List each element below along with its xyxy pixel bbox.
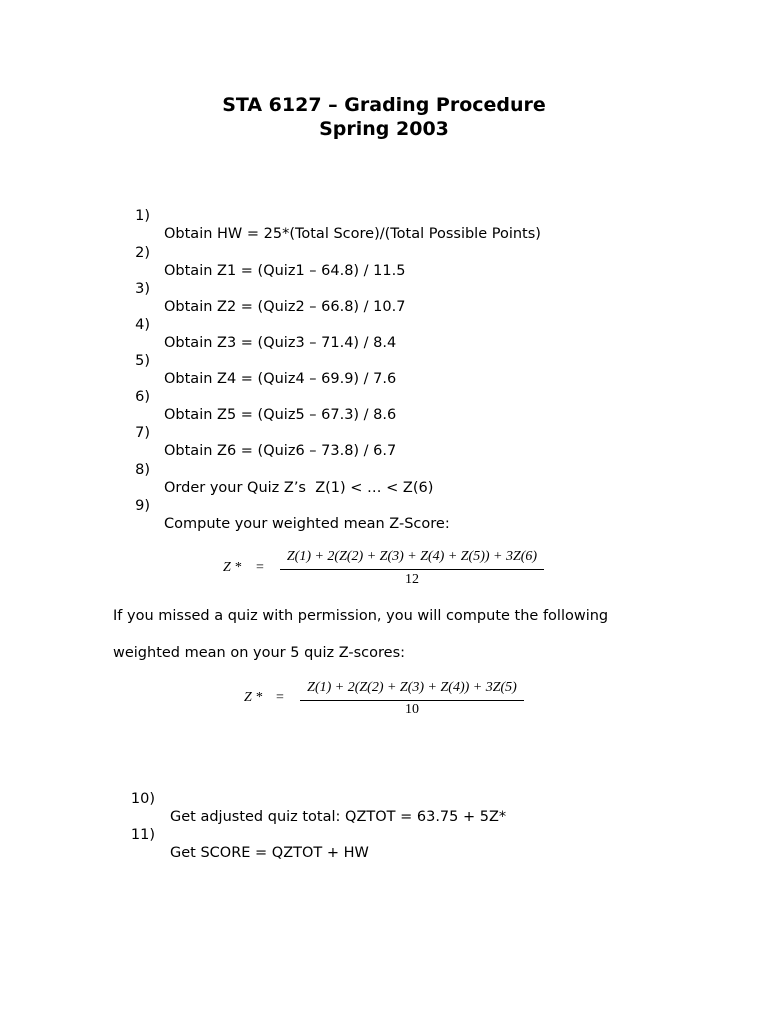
list-item-number: 2) <box>135 245 150 261</box>
list-item-number: 5) <box>135 353 150 369</box>
list-item-number: 9) <box>135 498 150 514</box>
fraction-bar <box>280 569 544 570</box>
formula-numerator: Z(1) + 2(Z(2) + Z(3) + Z(4) + Z(5)) + 3Z(6) <box>286 549 538 564</box>
list-item <box>0 479 768 551</box>
list-item-text: Obtain Z3 = (Quiz3 – 71.4) / 8.4 <box>164 335 397 351</box>
list-item-text: Obtain HW = 25*(Total Score)/(Total Possible Points) <box>164 226 541 242</box>
document-title: STA 6127 – Grading Procedure <box>222 94 546 116</box>
list-item-number: 6) <box>135 389 150 405</box>
list-item-text: Obtain Z4 = (Quiz4 – 69.9) / 7.6 <box>164 371 397 387</box>
list-item <box>0 808 768 880</box>
formula-numerator: Z(1) + 2(Z(2) + Z(3) + Z(4)) + 3Z(5) <box>307 680 517 695</box>
fraction-bar <box>300 700 524 701</box>
weighted-mean-formula <box>0 548 768 592</box>
formula-lhs: Z * <box>223 560 242 575</box>
list-item-text: Obtain Z5 = (Quiz5 – 67.3) / 8.6 <box>164 407 397 423</box>
list-item-number: 11) <box>130 827 155 843</box>
list-item-text: Get adjusted quiz total: QZTOT = 63.75 + 5Z* <box>170 809 507 825</box>
list-item-number: 7) <box>135 425 150 441</box>
five-quiz-formula <box>0 679 768 723</box>
list-item-number: 4) <box>135 317 150 333</box>
list-item-number: 8) <box>135 462 150 478</box>
list-item-text: Order your Quiz Z’s Z(1) < … < Z(6) <box>164 480 434 496</box>
formula-equals: = <box>276 690 284 705</box>
note-line-2: weighted mean on your 5 quiz Z-scores: <box>113 645 406 661</box>
list-item-text: Compute your weighted mean Z-Score: <box>164 516 450 532</box>
formula-denominator: 12 <box>405 572 419 587</box>
list-item-text: Obtain Z1 = (Quiz1 – 64.8) / 11.5 <box>164 263 406 279</box>
formula-lhs: Z * <box>244 690 263 705</box>
formula-equals: = <box>256 560 264 575</box>
document-subtitle: Spring 2003 <box>319 118 449 140</box>
list-item-number: 3) <box>135 281 150 297</box>
list-item-number: 10) <box>130 791 155 807</box>
list-item-text: Get SCORE = QZTOT + HW <box>170 845 369 861</box>
list-item-text: Obtain Z6 = (Quiz6 – 73.8) / 6.7 <box>164 443 397 459</box>
list-item-number: 1) <box>135 208 150 224</box>
list-item-text: Obtain Z2 = (Quiz2 – 66.8) / 10.7 <box>164 299 406 315</box>
note-line-1: If you missed a quiz with permission, you will compute the following <box>113 608 609 624</box>
formula-denominator: 10 <box>405 702 419 717</box>
